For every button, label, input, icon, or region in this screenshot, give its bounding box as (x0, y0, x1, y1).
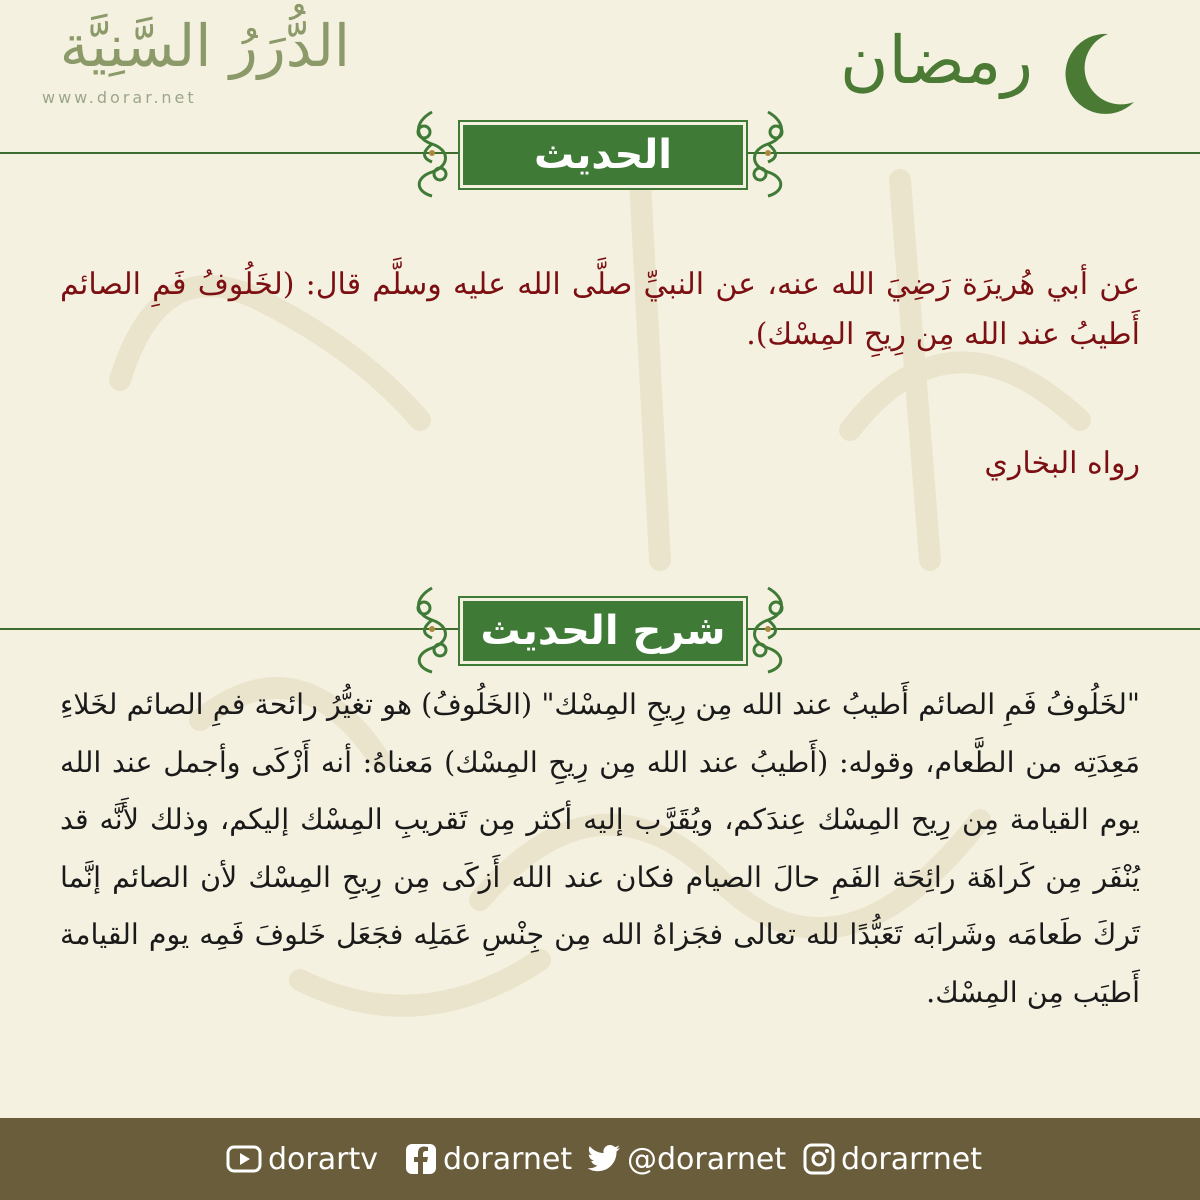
dorar-logo-url: www.dorar.net (42, 88, 197, 107)
instagram-link[interactable] (803, 1118, 982, 1200)
instagram-icon (803, 1143, 835, 1175)
dorar-logo-text: الدُّرَرُ السَّنِيَّة (59, 12, 350, 80)
instagram-handle: dorarrnet (841, 1141, 982, 1177)
hadith-narrator: رواه البخاري (984, 446, 1140, 481)
youtube-icon (226, 1144, 262, 1174)
youtube-handle: dorartv (268, 1141, 378, 1177)
sharh-header (412, 584, 788, 674)
facebook-icon (405, 1143, 437, 1175)
facebook-handle: dorarnet (443, 1141, 573, 1177)
twitter-icon (587, 1144, 621, 1174)
ramadan-logo-text: رمضان (840, 22, 1034, 99)
sharh-title: شرح الحديث (460, 598, 746, 664)
twitter-handle: @dorarnet (627, 1141, 787, 1177)
youtube-link[interactable] (226, 1118, 378, 1200)
hadith-text: عن أبي هُريرَة رَضِيَ الله عنه، عن النبيِّ صلَّى الله عليه وسلَّم قال: (لخَلُوفُ فَمِ الصائم أَطيبُ عند الله مِن رِيحِ المِسْك). (60, 267, 1140, 352)
ornament-right-icon (748, 584, 788, 674)
facebook-link[interactable] (405, 1118, 572, 1200)
ornament-right-icon (748, 108, 788, 198)
social-footer (0, 1118, 1200, 1200)
twitter-link[interactable] (587, 1118, 786, 1200)
ramadan-logo (840, 12, 1140, 117)
dorar-logo (38, 12, 368, 113)
crescent-moon-icon (1060, 28, 1140, 118)
hadith-title: الحديث (460, 122, 746, 188)
sharh-text: "لخَلُوفُ فَمِ الصائم أَطيبُ عند الله مِن رِيحِ المِسْك" (الخَلُوفُ) هو تغيُّرُ رائحة فمِ الصائم لخَلاءِ مَعِدَتِه من الطَّعام، وقوله: (أَطيبُ عند الله مِن رِيحِ المِسْك) مَعناهُ: أنه أَزْكَى وأجمل عند الله يوم القيامة مِن رِيح المِسْك عِندَكم، ويُقَرَّب إليه أكثر مِن تَقريبِ المِسْك إليكم، وذلك لأَنَّه قد يُنْفَر مِن كَراهَة رائِحَة الفَمِ حالَ الصيام فكان عند الله أَزكَى مِن رِيحِ المِسْك لأن الصائم إنَّما تَركَ طَعامَه وشَرابَه تَعَبُّدًا لله تعالى فجَزاهُ الله مِن جِنْسِ عَمَلِه فجَعَل خَلوفَ فَمِه يوم القيامة أَطيَب مِن المِسْك. (60, 688, 1140, 1009)
hadith-header (412, 108, 788, 198)
ornament-left-icon (412, 584, 452, 674)
ornament-left-icon (412, 108, 452, 198)
